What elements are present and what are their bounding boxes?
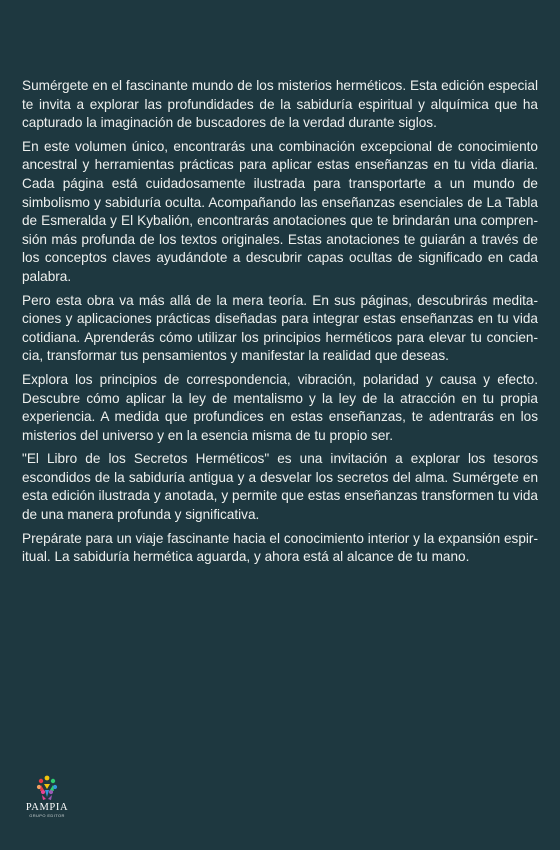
synopsis-paragraph-6: Prepárate para un viaje fascinante hacia el conocimiento interior y la expansión espiritual. La sabiduría hermética aguarda, y ahora está al alcance de tu mano. <box>22 530 538 565</box>
synopsis-paragraph-2: En este volumen único, encontrarás una combinación excepcional de conocimiento ancestral y herramientas prácticas para aplicar estas enseñanzas en tu vida diaria. Cada página está cuidadosamente ilustrada para transportarte a un mundo de simbolismo y sabiduría oculta. Acompañando las enseñanzas esenciales de La Tabla de Esmeralda y El Kybalión, encontrarás anotaciones que te brindarán una comprensión más profunda de los textos originales. Estas anotaciones te guiarán a través de los conceptos claves ayudándote a descubrir capas ocultas de significado en cada palabra. <box>22 138 538 284</box>
publisher-name: PAMPIA <box>25 802 69 813</box>
synopsis-paragraph-3: Pero esta obra va más allá de la mera teoría. En sus páginas, descubrirás meditaciones y aplicaciones prácticas diseñadas para integrar estas enseñanzas en tu vida cotidiana. Aprenderás cómo utilizar los principios herméticos para elevar tu conciencia, transformar tus pensamientos y manifestar la realidad que deseas. <box>22 292 538 364</box>
synopsis-paragraph-4: Explora los principios de correspondencia, vibración, polaridad y causa y efecto. Descubre cómo aplicar la ley de mentalismo y la ley de la atracción en tu propia experiencia. A medida que profundices en estas enseñanzas, te adentrarás en los misterios del universo y en la esencia misma de tu propio ser. <box>22 371 538 443</box>
publisher-logo <box>22 775 72 818</box>
synopsis-paragraph-1: Sumérgete en el fascinante mundo de los misterios herméticos. Esta edición especial te invita a explorar las profundidades de la sabiduría espiritual y alquímica que ha capturado la imaginación de buscadores de la verdad durante siglos. <box>22 78 538 131</box>
pampia-figures-icon <box>35 775 59 801</box>
synopsis-paragraph-5: "El Libro de los Secretos Herméticos" es una invitación a explorar los tesoros escondidos de la sabiduría antigua y a desvelar los secretos del alma. Sumérgete en esta edición ilustrada y anotada, y permite que estas enseñanzas transformen tu vida de una manera profunda y significativa. <box>22 451 538 523</box>
publisher-tagline: GRUPO EDITOR <box>29 813 65 818</box>
back-cover-synopsis <box>22 77 538 572</box>
